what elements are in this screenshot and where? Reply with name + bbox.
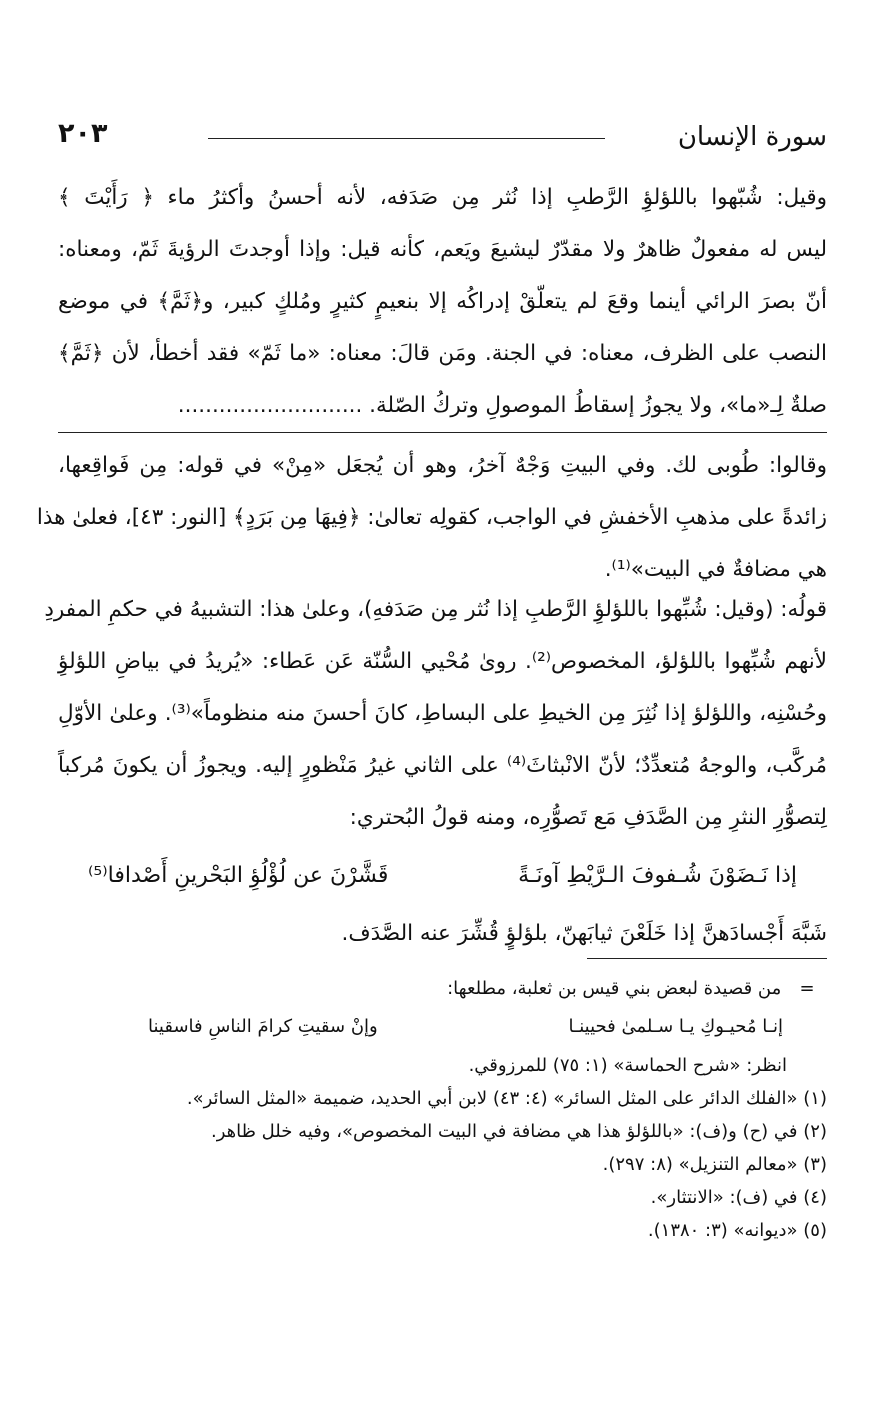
text-line: زائدةً على مذهبِ الأخفشِ في الواجب، كقولِه تعالىٰ: ﴿فِيهَا مِن بَرَدٍ﴾ [النور: ٤٣]، فعلىٰ هذا [36, 505, 827, 530]
footnote-item: (٣) «معالم التنزيل» (٨: ٢٩٧). [602, 1154, 827, 1175]
text-line: لِتصوُّرِ النثرِ مِن الصَّدَفِ مَع تَصوُّرِه، ومنه قولُ البُحتري: [349, 805, 827, 830]
section-divider [58, 432, 827, 433]
surah-title: سورة الإنسان [677, 122, 827, 152]
footnote-continuation [58, 972, 827, 1005]
poem-second-hemistich: قَشَّرْنَ عن لُؤْلُؤِ البَحْرينِ أَصْدافا⁽⁵⁾ [88, 863, 389, 888]
text-line: وقالوا: طُوبى لك. وفي البيتِ وَجْهٌ آخرُ، وهو أن يُجعَل «مِنْ» في قوله: مِن فَواقِعها، [58, 453, 827, 478]
text-line: النصب على الظرف، معناه: في الجنة. ومَن قالَ: معناه: «ما ثَمّ» فقد أخطأ، لأن ﴿ثَمَّ﴾ [58, 341, 827, 366]
poem-verse [58, 844, 827, 908]
text-line: أنّ بصرَ الرائي أينما وقعَ لم يتعلّقْ إدراكُه إلا بنعيمٍ كثيرٍ ومُلكٍ كبير، و﴿ثَمَّ﴾ في موضع [58, 289, 827, 314]
continuation-marker: = [799, 978, 815, 999]
text-line: هي مضافةٌ في البيت»⁽¹⁾. [604, 557, 827, 582]
page-number: ٢٠٣ [58, 118, 108, 149]
footnote-poem [58, 1005, 827, 1049]
text-line: ليس له مفعولٌ ظاهرٌ ولا مقدّرٌ ليشيعَ ويَعم، كأنه قيل: وإذا أوجدتَ الرؤيةَ ثَمّ، ومعناه: [58, 237, 827, 262]
poem-second-hemistich: وإنْ سقيتِ كرامَ الناسِ فاسقينا [148, 1016, 378, 1037]
page-header [58, 118, 827, 158]
text-line: شَبَّهَ أَجْسادَهنَّ إذا خَلَعْنَ ثيابَهنّ، بلؤلؤٍ قُشِّرَ عنه الصَّدَف. [341, 921, 827, 946]
top-text-block [58, 172, 827, 432]
commentary-para-2 [44, 584, 827, 960]
poem-first-hemistich: إنـا مُحيـوكِ يـا سـلمىٰ فحيينـا [568, 1016, 783, 1037]
text-line: وحُسْنِه، واللؤلؤ إذا نُثِرَ مِن الخيطِ على البساطِ، كانَ أحسنَ منه منظوماً»⁽³⁾. وعلىٰ الأوّلِ [58, 701, 827, 726]
commentary-para-1 [36, 440, 827, 596]
text-line: لأنهم شُبِّهوا باللؤلؤ، المخصوص⁽²⁾. روىٰ مُحْيي السُّنّة عَن عَطاء: «يُريدُ في بياضِ اللؤلؤِ [58, 649, 827, 674]
text-line: قولُه: (وقيل: شُبِّهوا باللؤلؤِ الرَّطبِ إذا نُثر مِن صَدَفهِ)، وعلىٰ هذا: التشبيهُ في حكمِ المفردِ [44, 597, 827, 622]
footnote-divider [587, 958, 827, 959]
footnote-item: (١) «الفلك الدائر على المثل السائر» (٤: ٤٣) لابن أبي الحديد، ضميمة «المثل السائر». [186, 1088, 827, 1109]
text-line: صلةٌ لِـ«ما»، ولا يجوزُ إسقاطُ الموصولِ وتركُ الصّلة. ........................... [177, 393, 827, 418]
poem-first-hemistich: إذا نَـضَوْنَ شُـفوفَ الـرَّيْطِ آونَـةً [518, 863, 797, 888]
footnote-item: (٤) في (ف): «الانتثار». [650, 1187, 827, 1208]
footnote-item: (٢) في (ح) و(ف): «باللؤلؤ هذا هي مضافة في البيت المخصوص»، وفيه خلل ظاهر. [211, 1121, 827, 1142]
footnote-source: انظر: «شرح الحماسة» (١: ٧٥) للمرزوقي. [468, 1055, 787, 1076]
footnote-text: من قصيدة لبعض بني قيس بن ثعلبة، مطلعها: [447, 978, 782, 999]
footnote-item: (٥) «ديوانه» (٣: ١٣٨٠). [647, 1220, 827, 1241]
footnotes [58, 972, 827, 1247]
header-rule [208, 138, 605, 139]
text-line: مُركَّب، والوجهُ مُتعدِّدٌ؛ لأنّ الانْبثاثَ⁽⁴⁾ على الثاني غيرُ مَنْظورٍ إليه. ويجوزُ أن يكونَ مُركباً [58, 753, 827, 778]
text-line: وقيل: شُبّهوا باللؤلؤِ الرَّطبِ إذا نُثر مِن صَدَفه، لأنه أحسنُ وأكثرُ ماء ﴿ رَأَيْتَ ﴾ [58, 185, 827, 210]
